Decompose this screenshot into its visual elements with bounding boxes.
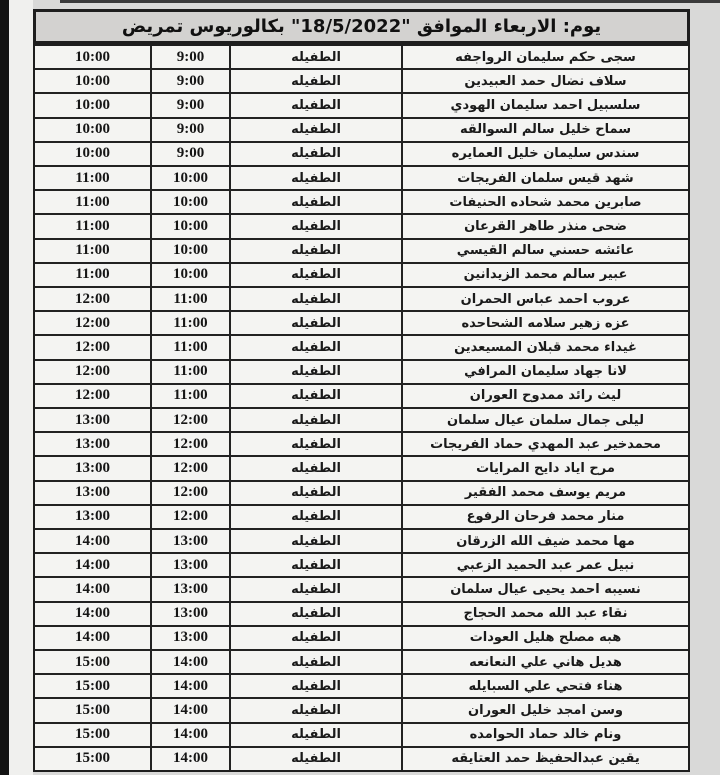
end-time-cell [35,530,152,552]
location-value: الطفيله [291,678,341,694]
start-time-cell [152,46,231,68]
start-time-cell [152,530,231,552]
student-name: عزه زهير سلامه الشحاحده [461,315,630,331]
start-time-cell [152,361,231,383]
start-time-value: 14:00 [173,726,208,743]
name-cell [403,675,688,697]
location-value: الطفيله [291,727,341,743]
start-time-value: 11:00 [173,387,208,404]
start-time-cell [152,143,231,165]
end-time-value: 13:00 [75,508,110,525]
name-cell [403,433,688,455]
end-time-value: 15:00 [75,726,110,743]
end-time-value: 11:00 [75,218,110,235]
location-value: الطفيله [291,49,341,65]
table-row [35,482,688,506]
schedule-table [33,44,690,772]
location-cell [231,554,403,576]
table-row [35,506,688,530]
end-time-value: 13:00 [75,460,110,477]
location-value: الطفيله [291,146,341,162]
name-cell [403,699,688,721]
end-time-cell [35,264,152,286]
name-cell [403,215,688,237]
location-value: الطفيله [291,751,341,767]
end-time-value: 11:00 [75,169,110,186]
location-cell [231,506,403,528]
end-time-cell [35,409,152,431]
student-name: مرح اياد دايح المرايات [476,461,615,477]
location-cell [231,457,403,479]
location-value: الطفيله [291,485,341,501]
start-time-cell [152,167,231,189]
student-name: محمدخير عبد المهدي حماد الفريجات [430,436,661,452]
location-cell [231,699,403,721]
student-name: هناء فتحي علي السبايله [468,678,623,694]
start-time-cell [152,94,231,116]
start-time-value: 14:00 [173,750,208,767]
table-row [35,312,688,336]
table-row [35,724,688,748]
start-time-value: 13:00 [173,605,208,622]
location-value: الطفيله [291,170,341,186]
end-time-cell [35,191,152,213]
student-name: سماح خليل سالم السوالقه [460,122,631,138]
end-time-cell [35,143,152,165]
start-time-cell [152,215,231,237]
scan-top-edge-line [60,0,720,3]
table-row [35,94,688,118]
location-cell [231,482,403,504]
start-time-cell [152,119,231,141]
table-row [35,530,688,554]
name-cell [403,119,688,141]
start-time-value: 11:00 [173,290,208,307]
start-time-value: 10:00 [173,266,208,283]
start-time-cell [152,554,231,576]
location-value: الطفيله [291,267,341,283]
start-time-value: 13:00 [173,556,208,573]
name-cell [403,167,688,189]
location-cell [231,724,403,746]
table-row [35,167,688,191]
table-row [35,433,688,457]
location-value: الطفيله [291,436,341,452]
end-time-cell [35,46,152,68]
name-cell [403,70,688,92]
end-time-value: 12:00 [75,363,110,380]
start-time-value: 10:00 [173,169,208,186]
end-time-cell [35,699,152,721]
student-name: سجى حكم سليمان الرواجفه [455,49,636,65]
scan-left-edge [0,0,9,775]
location-value: الطفيله [291,582,341,598]
location-value: الطفيله [291,606,341,622]
start-time-value: 14:00 [173,677,208,694]
student-name: صابرين محمد شحاده الحنيفات [449,194,642,210]
location-value: الطفيله [291,630,341,646]
start-time-cell [152,336,231,358]
page-left-margin [9,0,33,775]
end-time-value: 15:00 [75,653,110,670]
name-cell [403,748,688,770]
end-time-value: 14:00 [75,605,110,622]
location-cell [231,143,403,165]
start-time-value: 10:00 [173,193,208,210]
student-name: نقاء عبد الله محمد الحجاج [463,606,628,622]
start-time-value: 11:00 [173,363,208,380]
table-row [35,603,688,627]
start-time-value: 11:00 [173,314,208,331]
table-row [35,409,688,433]
end-time-cell [35,361,152,383]
location-value: الطفيله [291,364,341,380]
start-time-value: 14:00 [173,653,208,670]
location-cell [231,94,403,116]
location-cell [231,361,403,383]
location-cell [231,748,403,770]
name-cell [403,530,688,552]
end-time-value: 14:00 [75,532,110,549]
end-time-value: 13:00 [75,411,110,428]
end-time-value: 14:00 [75,629,110,646]
name-cell [403,627,688,649]
location-cell [231,675,403,697]
end-time-cell [35,70,152,92]
table-row [35,627,688,651]
name-cell [403,240,688,262]
end-time-cell [35,675,152,697]
student-name: هبه مصلح هليل العودات [469,630,622,646]
student-name: نسيبه احمد يحيى عيال سلمان [450,582,641,598]
name-cell [403,191,688,213]
location-value: الطفيله [291,509,341,525]
location-cell [231,578,403,600]
location-cell [231,215,403,237]
student-name: عروب احمد عباس الحمران [460,291,631,307]
end-time-value: 10:00 [75,145,110,162]
location-value: الطفيله [291,388,341,404]
end-time-cell [35,651,152,673]
end-time-value: 11:00 [75,242,110,259]
start-time-cell [152,482,231,504]
table-row [35,457,688,481]
end-time-cell [35,312,152,334]
end-time-cell [35,506,152,528]
end-time-value: 12:00 [75,387,110,404]
end-time-cell [35,578,152,600]
start-time-cell [152,70,231,92]
name-cell [403,506,688,528]
location-cell [231,46,403,68]
name-cell [403,603,688,625]
end-time-value: 15:00 [75,750,110,767]
table-row [35,288,688,312]
end-time-value: 10:00 [75,48,110,65]
end-time-value: 11:00 [75,193,110,210]
start-time-cell [152,699,231,721]
student-name: غيداء محمد قبلان المسيعدين [454,340,637,356]
start-time-cell [152,288,231,310]
student-name: شهد قيس سلمان الفريجات [457,170,634,186]
location-value: الطفيله [291,315,341,331]
student-name: ليلى جمال سلمان عيال سلمان [447,412,644,428]
end-time-cell [35,240,152,262]
start-time-cell [152,724,231,746]
student-name: هديل هاني علي النعانعه [469,654,622,670]
table-row [35,361,688,385]
table-row [35,215,688,239]
start-time-cell [152,409,231,431]
name-cell [403,94,688,116]
start-time-cell [152,651,231,673]
end-time-value: 10:00 [75,72,110,89]
start-time-cell [152,240,231,262]
start-time-cell [152,385,231,407]
student-name: ضحى منذر طاهر القرعان [464,219,627,235]
end-time-value: 14:00 [75,556,110,573]
name-cell [403,46,688,68]
name-cell [403,264,688,286]
start-time-value: 12:00 [173,508,208,525]
end-time-value: 13:00 [75,484,110,501]
location-value: الطفيله [291,243,341,259]
start-time-cell [152,191,231,213]
name-cell [403,554,688,576]
location-value: الطفيله [291,73,341,89]
start-time-value: 9:00 [176,97,205,113]
location-cell [231,433,403,455]
student-name: يقين عبدالحفيظ حمد العتايقه [451,751,640,767]
end-time-cell [35,457,152,479]
location-value: الطفيله [291,219,341,235]
table-row [35,119,688,143]
location-value: الطفيله [291,703,341,719]
name-cell [403,409,688,431]
location-value: الطفيله [291,194,341,210]
end-time-value: 10:00 [75,121,110,138]
location-value: الطفيله [291,122,341,138]
location-cell [231,70,403,92]
end-time-cell [35,627,152,649]
start-time-value: 12:00 [173,460,208,477]
end-time-cell [35,482,152,504]
end-time-value: 13:00 [75,435,110,452]
table-row [35,748,688,770]
start-time-cell [152,312,231,334]
start-time-value: 13:00 [173,581,208,598]
location-cell [231,119,403,141]
start-time-value: 11:00 [173,339,208,356]
location-cell [231,336,403,358]
end-time-value: 11:00 [75,266,110,283]
end-time-cell [35,748,152,770]
name-cell [403,143,688,165]
start-time-value: 9:00 [176,48,205,65]
table-row [35,651,688,675]
location-cell [231,264,403,286]
end-time-cell [35,167,152,189]
start-time-value: 9:00 [176,121,205,138]
location-value: الطفيله [291,557,341,573]
location-cell [231,191,403,213]
location-cell [231,603,403,625]
name-cell [403,312,688,334]
name-cell [403,336,688,358]
student-name: سندس سليمان خليل العمايره [451,146,640,162]
student-name: وسن امجد خليل العوران [468,703,623,719]
end-time-value: 15:00 [75,702,110,719]
end-time-cell [35,119,152,141]
end-time-cell [35,385,152,407]
start-time-value: 12:00 [173,484,208,501]
location-cell [231,651,403,673]
location-cell [231,409,403,431]
start-time-value: 12:00 [173,435,208,452]
start-time-cell [152,675,231,697]
start-time-value: 13:00 [173,532,208,549]
end-time-cell [35,215,152,237]
table-row [35,143,688,167]
start-time-cell [152,748,231,770]
student-name: نبيل عمر عبد الحميد الزعبي [456,557,635,573]
location-cell [231,240,403,262]
page-title: يوم: الاربعاء الموافق "18/5/2022" بكالوريوس تمريض [121,16,602,37]
name-cell [403,385,688,407]
start-time-value: 10:00 [173,242,208,259]
end-time-value: 14:00 [75,581,110,598]
end-time-cell [35,336,152,358]
table-row [35,385,688,409]
location-cell [231,627,403,649]
location-value: الطفيله [291,340,341,356]
end-time-cell [35,603,152,625]
table-row [35,191,688,215]
table-row [35,578,688,602]
location-cell [231,167,403,189]
table-row [35,675,688,699]
start-time-value: 14:00 [173,702,208,719]
end-time-cell [35,288,152,310]
name-cell [403,482,688,504]
end-time-cell [35,554,152,576]
student-name: منار محمد فرحان الرفوع [466,509,625,525]
name-cell [403,724,688,746]
end-time-cell [35,433,152,455]
location-value: الطفيله [291,98,341,113]
schedule-header [33,9,690,44]
student-name: ونام خالد حماد الحوامده [469,727,622,743]
end-time-value: 12:00 [75,314,110,331]
start-time-cell [152,457,231,479]
table-row [35,699,688,723]
location-cell [231,530,403,552]
location-cell [231,385,403,407]
start-time-value: 9:00 [176,72,205,89]
start-time-value: 13:00 [173,629,208,646]
table-row [35,46,688,70]
table-row [35,336,688,360]
student-name: عبير سالم محمد الزيدانين [463,267,628,283]
location-value: الطفيله [291,412,341,428]
name-cell [403,578,688,600]
end-time-value: 12:00 [75,339,110,356]
student-name: مريم يوسف محمد الفقير [464,485,627,501]
name-cell [403,288,688,310]
end-time-value: 10:00 [75,97,110,113]
name-cell [403,361,688,383]
name-cell [403,457,688,479]
location-value: الطفيله [291,533,341,549]
start-time-value: 9:00 [176,145,205,162]
student-name: عائشه حسني سالم القيسي [456,243,635,259]
student-name: سلسبيل احمد سليمان الهودي [450,98,641,113]
student-name: سلاف نضال حمد العبيدين [464,73,627,89]
end-time-value: 15:00 [75,677,110,694]
table-row [35,240,688,264]
end-time-value: 12:00 [75,290,110,307]
start-time-cell [152,627,231,649]
end-time-cell [35,724,152,746]
table-row [35,554,688,578]
start-time-value: 12:00 [173,411,208,428]
student-name: لانا جهاد سليمان المرافي [464,364,627,380]
student-name: ليث رائد ممدوح العوران [469,388,622,404]
name-cell [403,651,688,673]
table-row [35,70,688,94]
location-value: الطفيله [291,654,341,670]
location-cell [231,312,403,334]
start-time-cell [152,578,231,600]
start-time-cell [152,264,231,286]
student-name: مها محمد ضيف الله الزرقان [456,533,635,549]
location-cell [231,288,403,310]
end-time-cell [35,94,152,116]
table-row [35,264,688,288]
start-time-cell [152,433,231,455]
start-time-value: 10:00 [173,218,208,235]
location-value: الطفيله [291,291,341,307]
start-time-cell [152,603,231,625]
start-time-cell [152,506,231,528]
location-value: الطفيله [291,461,341,477]
